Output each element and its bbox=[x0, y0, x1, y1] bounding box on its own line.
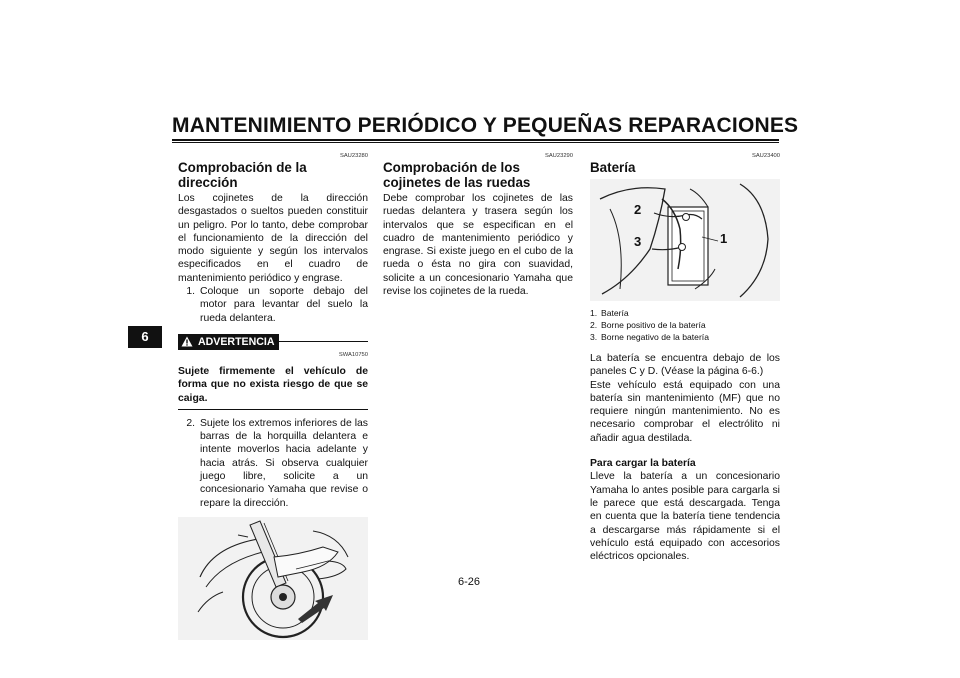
warning-rule bbox=[279, 341, 368, 342]
battery-charge-text: Lleve la batería a un concesionario Yamaha lo antes posible para cargarla si le parece que está descargada. Tenga en cuenta que la batería tiene tendencia a descargarse más rápidamente si el vehículo está equipado con accesorios eléctricos opcionales. bbox=[590, 471, 780, 563]
figure-legend bbox=[590, 307, 780, 343]
step-2 bbox=[178, 417, 368, 510]
warning-text: Sujete firmemente el vehículo de forma que no exista riesgo de que se caiga. bbox=[178, 365, 368, 404]
legend-item bbox=[590, 331, 780, 343]
step-number: 2. bbox=[186, 417, 195, 429]
figure-label-2: 2 bbox=[634, 202, 642, 217]
battery-mf-text: Este vehículo está equipado con una batería sin mantenimiento (MF) que no requiere ningún mantenimiento. No es necesario comprobar el electrólito ni añadir agua destilada. bbox=[590, 379, 780, 444]
section-code: SAU23280 bbox=[339, 153, 368, 159]
title-rule-thin bbox=[172, 142, 779, 143]
page-number: 6-26 bbox=[458, 576, 481, 588]
figure-label-3: 3 bbox=[634, 234, 642, 249]
battery-section bbox=[590, 152, 780, 563]
section-code: SAU23290 bbox=[544, 153, 573, 159]
steering-section bbox=[178, 152, 368, 640]
step-number: 1. bbox=[186, 286, 195, 298]
section-title: Comprobación de la dirección bbox=[178, 160, 307, 190]
warning-code: SWA10750 bbox=[338, 351, 368, 358]
steering-intro: Los cojinetes de la dirección desgastados o sueltos pueden constituir un peligro. Por lo tanto, debe comprobar el funcionamiento de la dirección del modo siguiente y según los intervalos especificados en el cuadro de mantenimiento periódico y engrase. bbox=[178, 193, 368, 284]
warning-badge bbox=[178, 334, 279, 350]
warning-triangle-icon bbox=[181, 336, 193, 347]
battery-drawing bbox=[590, 179, 780, 301]
chapter-tab: 6 bbox=[128, 326, 162, 348]
section-code: SAU23400 bbox=[751, 153, 780, 159]
step-text: Coloque un soporte debajo del motor para levantar del suelo la rueda delantera. bbox=[200, 286, 368, 324]
warning-bottom-rule bbox=[178, 409, 368, 410]
legend-item bbox=[590, 307, 780, 319]
section-title: Batería bbox=[590, 160, 636, 175]
legend-text: Borne positivo de la batería bbox=[601, 320, 706, 330]
legend-number: 1. bbox=[590, 308, 598, 318]
page-title: MANTENIMIENTO PERIÓDICO Y PEQUEÑAS REPARACIONES bbox=[172, 114, 799, 137]
wheel-bearings-section bbox=[383, 152, 573, 298]
front-wheel-drawing bbox=[178, 517, 368, 640]
legend-number: 2. bbox=[590, 320, 598, 330]
legend-text: Batería bbox=[601, 308, 629, 318]
legend-item bbox=[590, 319, 780, 331]
battery-illustration bbox=[590, 179, 780, 301]
title-rule bbox=[172, 139, 779, 141]
legend-text: Borne negativo de la batería bbox=[601, 332, 709, 342]
wheel-bearings-body: Debe comprobar los cojinetes de las ruedas delantera y trasera según los intervalos que se especifican en el cuadro de mantenimiento periódico y engrase. Si existe juego en el cubo de la rueda o ésta no gira con suavidad, solicite a un concesionario Yamaha que revise los cojinetes de la rueda. bbox=[383, 193, 573, 298]
legend-number: 3. bbox=[590, 332, 598, 342]
battery-location-text: La batería se encuentra debajo de los paneles C y D. (Véase la página 6-6.) bbox=[590, 353, 780, 378]
section-title: Comprobación de los cojinetes de las ruedas bbox=[383, 160, 531, 190]
subsection-title: Para cargar la batería bbox=[590, 458, 696, 470]
figure-label-1: 1 bbox=[720, 231, 728, 246]
steering-illustration bbox=[178, 517, 368, 640]
warning-header bbox=[178, 334, 368, 350]
step-text: Sujete los extremos inferiores de las barras de la horquilla delantera e intente moverlos hacia adelante y hacia atrás. Si observa cualquier juego libre, solicite a un concesionario Yamaha que revise o repare la dirección. bbox=[200, 417, 368, 509]
step-1 bbox=[178, 285, 368, 325]
warning-label: ADVERTENCIA bbox=[198, 335, 275, 348]
